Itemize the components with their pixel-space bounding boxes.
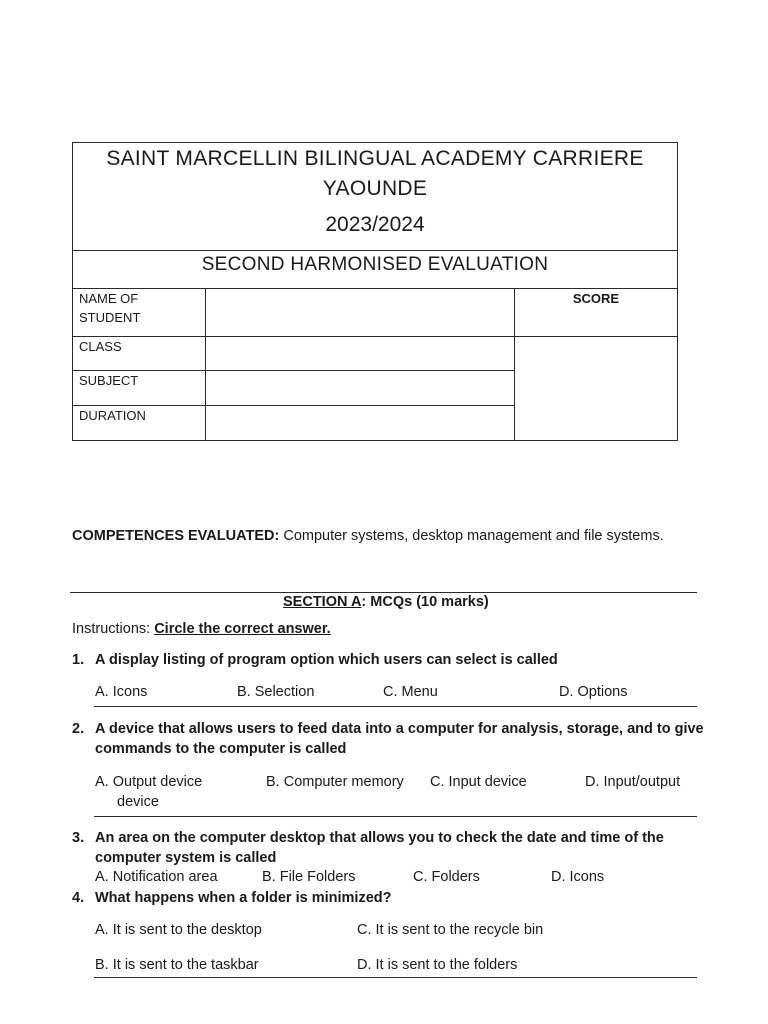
name-field[interactable] [206, 289, 515, 337]
q4-option-b[interactable]: B. It is sent to the taskbar [95, 957, 259, 973]
question-4-text: What happens when a folder is minimized? [95, 890, 392, 906]
question-1-number: 1. [72, 652, 85, 668]
class-label: CLASS [73, 337, 206, 371]
q4-option-d[interactable]: D. It is sent to the folders [357, 957, 518, 973]
q4-option-c[interactable]: C. It is sent to the recycle bin [357, 922, 544, 938]
question-2-number: 2. [72, 721, 85, 737]
subject-label: SUBJECT [73, 371, 206, 406]
name-label-cell [73, 289, 206, 337]
name-label-line1: NAME OF [79, 291, 139, 306]
section-a-rest: : MCQs (10 marks) [361, 594, 489, 610]
academic-year: 2023/2024 [325, 213, 425, 236]
q1-divider [94, 706, 697, 707]
q3-option-a[interactable]: A. Notification area [95, 869, 218, 885]
q3-option-d[interactable]: D. Icons [551, 869, 605, 885]
q2-option-b[interactable]: B. Computer memory [266, 774, 404, 790]
section-a-title [283, 592, 489, 612]
competences-label: COMPETENCES EVALUATED: [72, 528, 280, 544]
instructions-text: Circle the correct answer. [154, 621, 331, 637]
q2-option-a-wrap[interactable]: device [117, 794, 159, 810]
q2-option-d[interactable]: D. Input/output [585, 774, 681, 790]
question-3-number: 3. [72, 830, 85, 846]
duration-label: DURATION [73, 406, 206, 441]
competences-line [72, 526, 664, 546]
question-1-text: A display listing of program option which users can select is called [95, 652, 558, 668]
question-4-number: 4. [72, 890, 85, 906]
q1-option-a[interactable]: A. Icons [95, 684, 148, 700]
q1-option-b[interactable]: B. Selection [237, 684, 315, 700]
instructions [72, 619, 331, 639]
class-field[interactable] [206, 337, 515, 371]
question-2-text-line2: commands to the computer is called [95, 741, 347, 757]
evaluation-title: SECOND HARMONISED EVALUATION [73, 251, 678, 289]
q3-option-b[interactable]: B. File Folders [262, 869, 356, 885]
school-name-line1: SAINT MARCELLIN BILINGUAL ACADEMY CARRIERE [106, 147, 644, 170]
section-a-label: SECTION A [283, 594, 362, 610]
school-name-line2: YAOUNDE [322, 177, 428, 200]
duration-field[interactable] [206, 406, 515, 441]
score-field[interactable] [515, 337, 678, 441]
q3-option-c[interactable]: C. Folders [413, 869, 480, 885]
q2-divider [94, 816, 697, 817]
q4-option-a[interactable]: A. It is sent to the desktop [95, 922, 262, 938]
question-3-text-line2: computer system is called [95, 850, 277, 866]
competences-text: Computer systems, desktop management and file systems. [279, 528, 664, 544]
school-cell [73, 143, 678, 251]
subject-field[interactable] [206, 371, 515, 406]
question-2-text-line1: A device that allows users to feed data into a computer for analysis, storage, and to give [95, 721, 704, 737]
q4-divider [94, 977, 697, 978]
score-label: SCORE [515, 289, 678, 337]
q2-option-c[interactable]: C. Input device [430, 774, 527, 790]
header-table [72, 142, 678, 441]
name-label-line2: STUDENT [79, 310, 141, 325]
instructions-label: Instructions: [72, 621, 155, 637]
q2-option-a[interactable]: A. Output device [95, 774, 203, 790]
question-3-text-line1: An area on the computer desktop that allows you to check the date and time of the [95, 830, 664, 846]
q1-option-d[interactable]: D. Options [559, 684, 628, 700]
q1-option-c[interactable]: C. Menu [383, 684, 438, 700]
